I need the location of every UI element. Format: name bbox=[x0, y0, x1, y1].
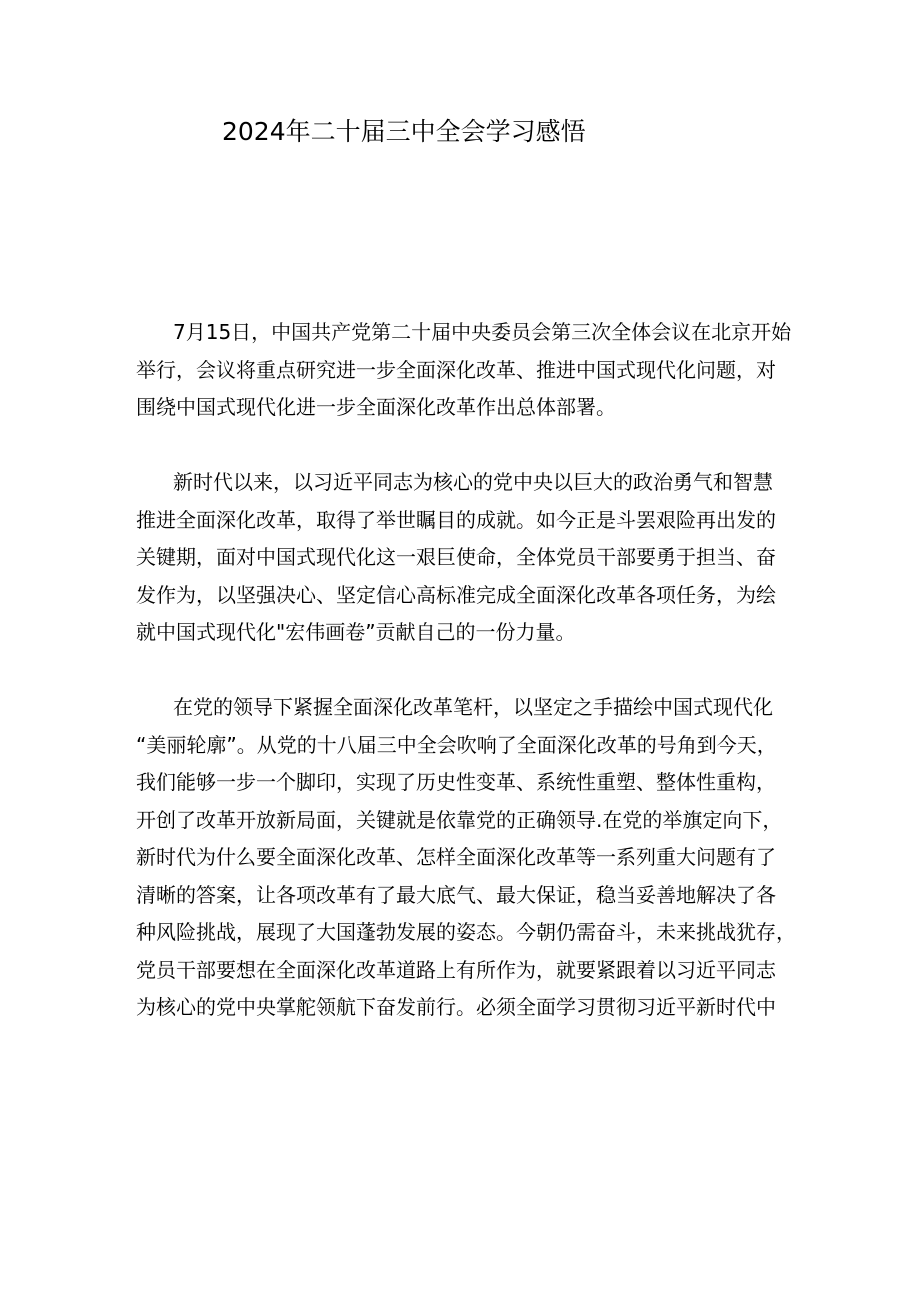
paragraph-line: 开创了改革开放新局面，关键就是依靠党的正确领导.在党的举旗定向下， bbox=[136, 807, 783, 832]
document-title: 2024年二十届三中全会学习感悟 bbox=[222, 117, 586, 146]
paragraph-line: 新时代以来，以习近平同志为核心的党中央以巨大的政治勇气和智慧 bbox=[173, 470, 773, 494]
paragraph-line: 推进全面深化改革，取得了举世瞩目的成就。如今正是斗罢艰险再出发的 bbox=[136, 507, 776, 532]
paragraph-line: 党员干部要想在全面深化改革道路上有所作为，就要紧跟着以习近平同志 bbox=[136, 957, 776, 982]
paragraph-2 bbox=[136, 464, 776, 652]
paragraph-line: 关键期，面对中国式现代化这一艰巨使命，全体党员干部要勇于担当、奋 bbox=[136, 545, 776, 569]
paragraph-3 bbox=[136, 689, 796, 1027]
paragraph-line: “美丽轮廓”。从党的十八届三中全会吹响了全面深化改革的号角到今天， bbox=[136, 732, 777, 757]
paragraph-line: 就中国式现代化"宏伟画卷”贡献自己的一份力量。 bbox=[136, 620, 576, 644]
paragraph-line: 在党的领导下紧握全面深化改革笔杆，以坚定之手描绘中国式现代化 bbox=[173, 695, 773, 719]
paragraph-line: 种风险挑战，展现了大国蓬勃发展的姿态。今朝仍需奋斗，未来挑战犹存， bbox=[136, 920, 796, 944]
paragraph-line: 7月15日，中国共产党第二十届中央委员会第三次全体会议在北京开始 bbox=[173, 320, 792, 344]
paragraph-line: 我们能够一步一个脚印，实现了历史性变革、系统性重塑、整体性重构， bbox=[136, 770, 776, 794]
paragraph-line: 新时代为什么要全面深化改革、怎样全面深化改革等一系列重大问题有了 bbox=[136, 845, 776, 869]
paragraph-line: 发作为，以坚强决心、坚定信心高标准完成全面深化改革各项任务，为绘 bbox=[136, 582, 776, 607]
paragraph-line: 为核心的党中央掌舵领航下奋发前行。必须全面学习贯彻习近平新时代中 bbox=[136, 995, 776, 1019]
paragraph-line: 围绕中国式现代化进一步全面深化改革作出总体部署。 bbox=[136, 395, 616, 419]
paragraph-line: 举行，会议将重点研究进一步全面深化改革、推进中国式现代化问题，对 bbox=[136, 357, 776, 382]
paragraph-line: 清晰的答案，让各项改革有了最大底气、最大保证，稳当妥善地解决了各 bbox=[136, 882, 776, 907]
paragraph-1 bbox=[136, 314, 791, 427]
